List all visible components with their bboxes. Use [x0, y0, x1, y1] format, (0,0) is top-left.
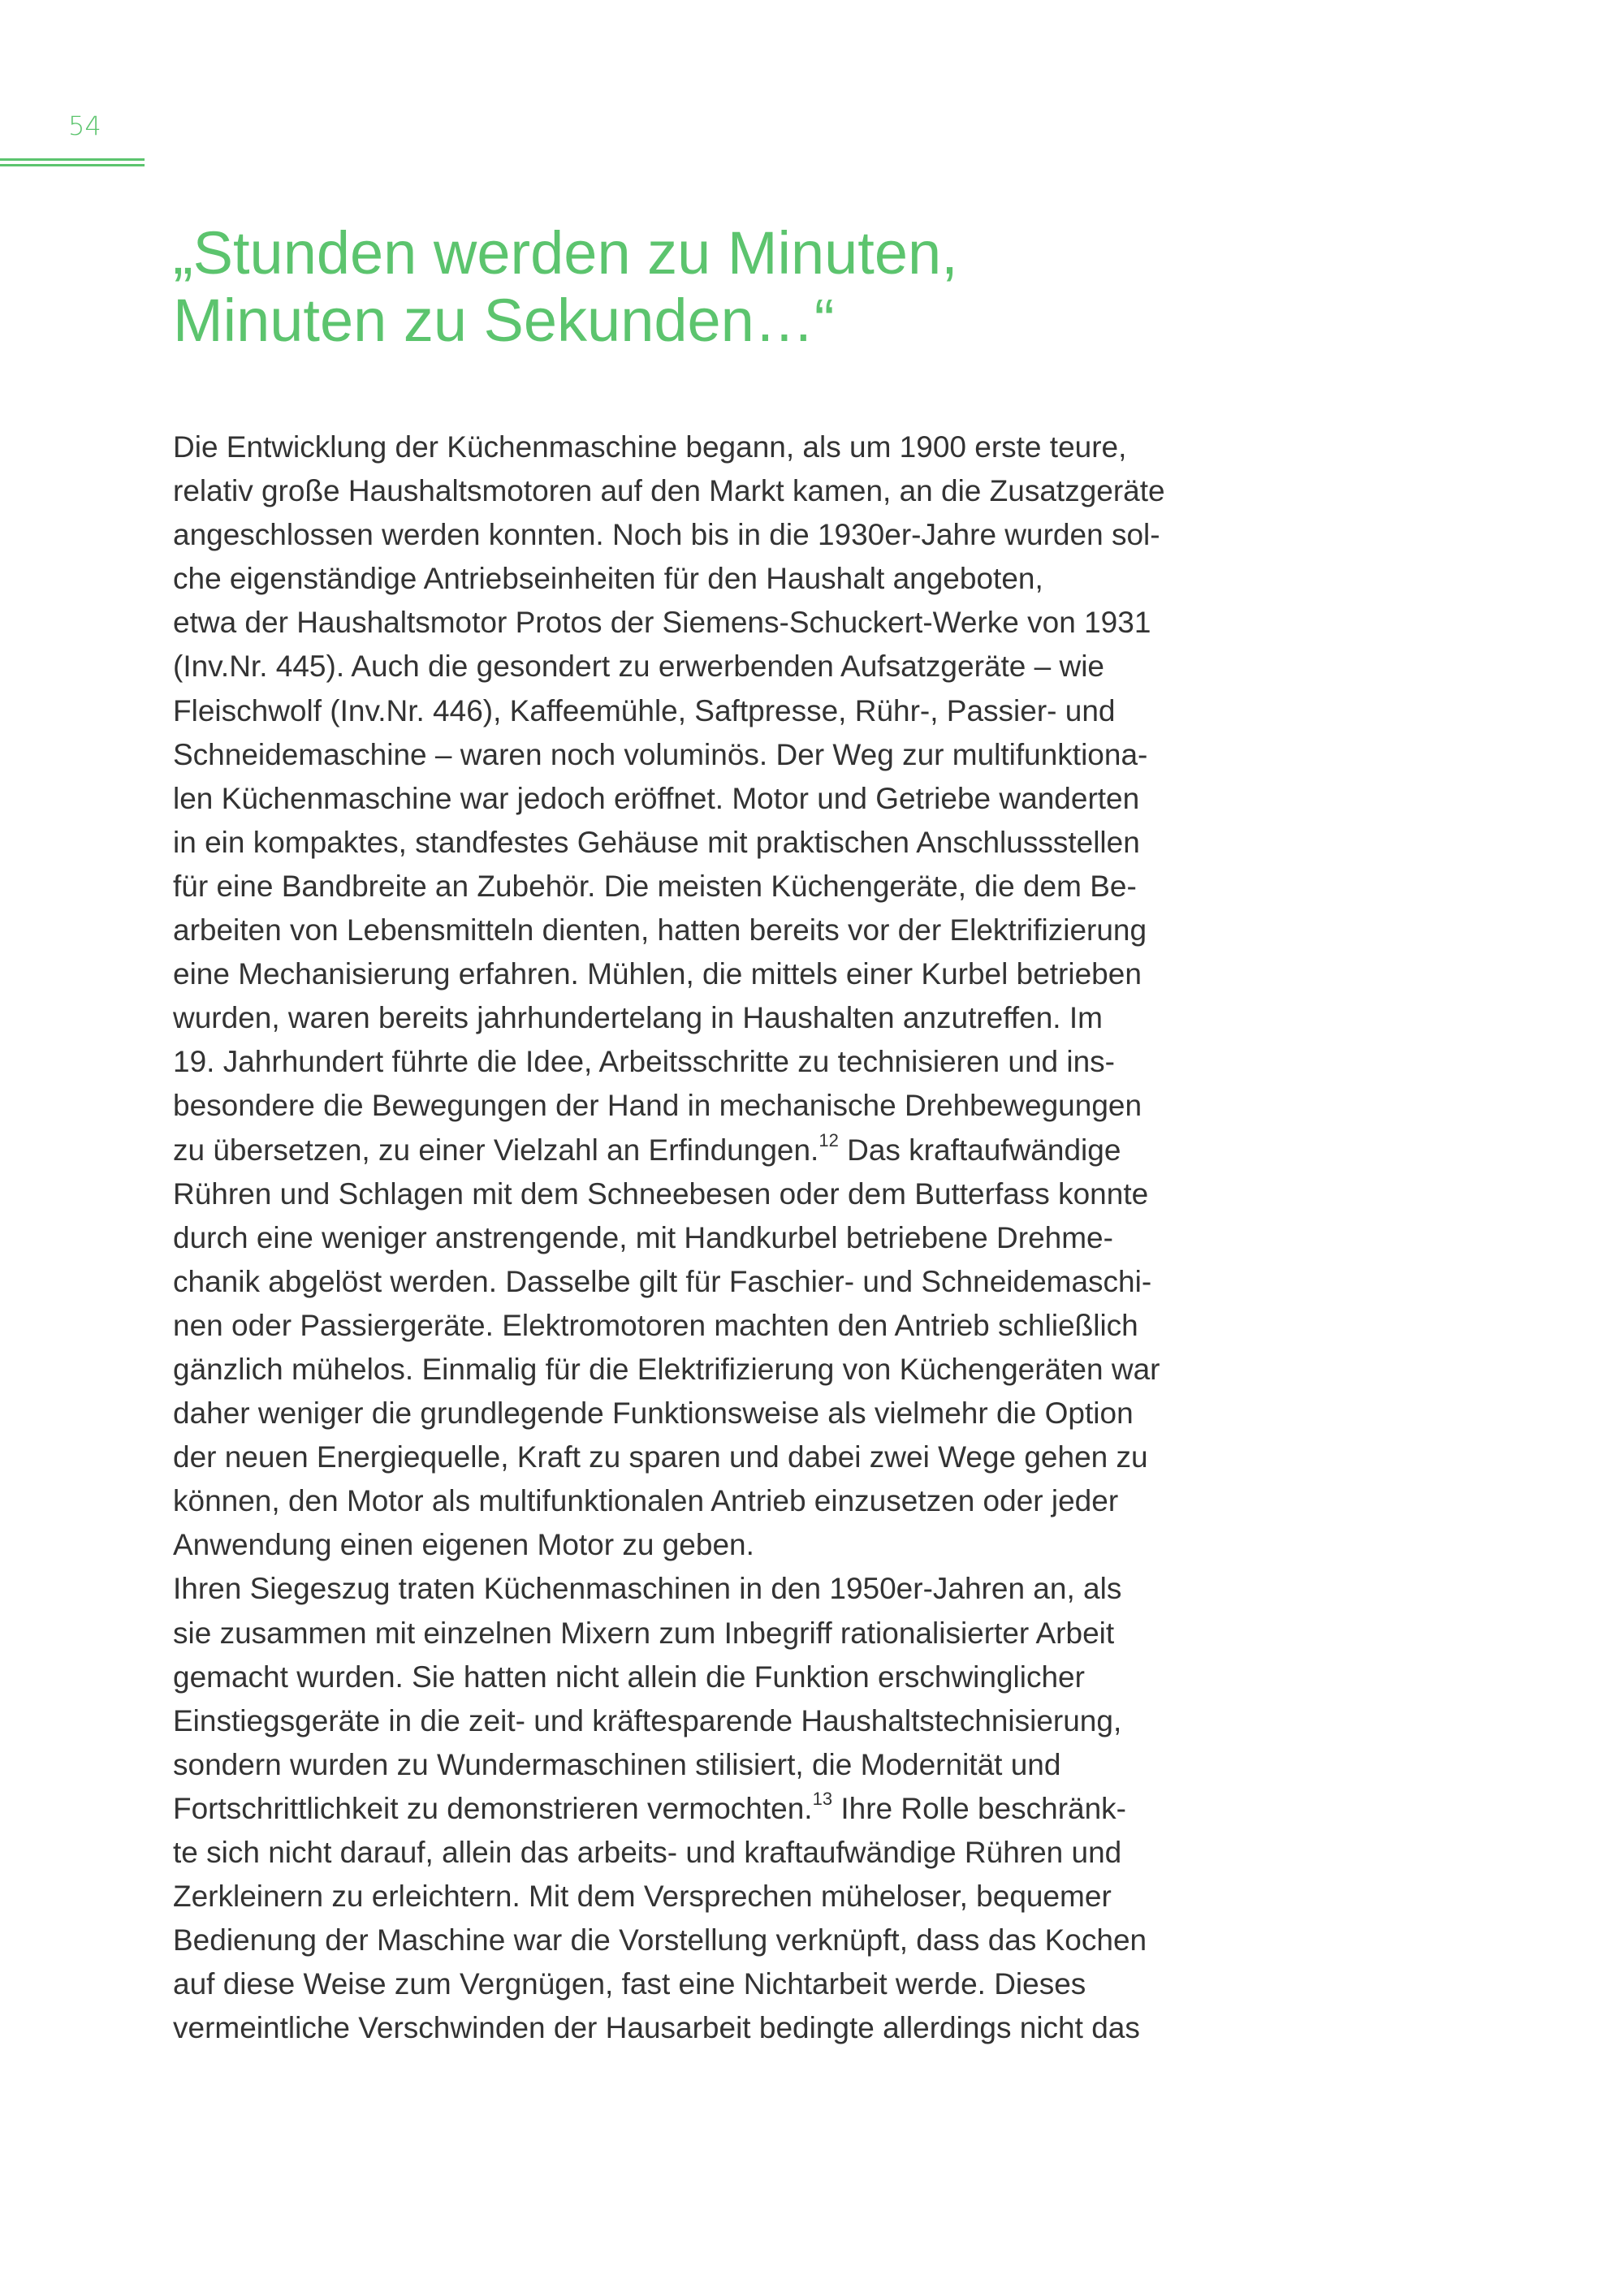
- text-line: che eigenständige Antriebseinheiten für den Haushalt angeboten,: [173, 562, 1043, 596]
- text-line: der neuen Energiequelle, Kraft zu sparen und dabei zwei Wege gehen zu: [173, 1440, 1148, 1474]
- text-line: len Küchenmaschine war jedoch eröffnet. Motor und Getriebe wanderten: [173, 781, 1140, 815]
- text-line: Ihren Siegeszug traten Küchenmaschinen in den 1950er-Jahren an, als: [173, 1572, 1122, 1606]
- header-rule: [0, 164, 145, 166]
- text-line: Fleischwolf (Inv.Nr. 446), Kaffeemühle, Saftpresse, Rühr-, Passier- und: [173, 693, 1116, 727]
- footnote-marker: 12: [818, 1129, 839, 1150]
- text-line: Die Entwicklung der Küchenmaschine begann, als um 1900 erste teure,: [173, 430, 1127, 464]
- text-line: relativ große Haushaltsmotoren auf den Markt kamen, an die Zusatzgeräte: [173, 474, 1165, 508]
- text-line: Rühren und Schlagen mit dem Schneebesen oder dem Butterfass konnte: [173, 1176, 1149, 1211]
- text-line: Anwendung einen eigenen Motor zu geben.: [173, 1528, 754, 1562]
- text-line: (Inv.Nr. 445). Auch die gesondert zu erwerbenden Aufsatzgeräte – wie: [173, 650, 1104, 684]
- header-rule: [0, 158, 145, 161]
- text-line: eine Mechanisierung erfahren. Mühlen, die mittels einer Kurbel betrieben: [173, 957, 1142, 991]
- text-line: nen oder Passiergeräte. Elektromotoren machten den Antrieb schließlich: [173, 1308, 1138, 1342]
- text-line: chanik abgelöst werden. Dasselbe gilt für Faschier- und Schneidemaschi-: [173, 1264, 1152, 1298]
- text-line: etwa der Haushaltsmotor Protos der Siemens-Schuckert-Werke von 1931: [173, 606, 1151, 640]
- page-number: 54: [68, 110, 102, 141]
- text-line: können, den Motor als multifunktionalen Antrieb einzusetzen oder jeder: [173, 1484, 1119, 1518]
- text-line: Fortschrittlichkeit zu demonstrieren vermochten.$^{13}$ Ihre Rolle beschränk-: [173, 1788, 1127, 1825]
- text-line: gänzlich mühelos. Einmalig für die Elektrifizierung von Küchengeräten war: [173, 1352, 1160, 1386]
- text-line: sondern wurden zu Wundermaschinen stilisiert, die Modernität und: [173, 1747, 1061, 1781]
- text-line: besondere die Bewegungen der Hand in mechanische Drehbewegungen: [173, 1089, 1142, 1123]
- title-line: „Stunden werden zu Minuten,: [173, 219, 958, 287]
- text-line: angeschlossen werden konnten. Noch bis in die 1930er-Jahre wurden sol-: [173, 518, 1160, 552]
- text-line: sie zusammen mit einzelnen Mixern zum Inbegriff rationalisierter Arbeit: [173, 1616, 1115, 1650]
- text-line: arbeiten von Lebensmitteln dienten, hatten bereits vor der Elektrifizierung: [173, 913, 1147, 947]
- title-line: Minuten zu Sekunden…“: [173, 287, 835, 354]
- text-line: daher weniger die grundlegende Funktionsweise als vielmehr die Option: [173, 1396, 1134, 1431]
- text-line: auf diese Weise zum Vergnügen, fast eine Nichtarbeit werde. Dieses: [173, 1967, 1086, 2001]
- body-text: [173, 425, 1165, 2050]
- text-line: wurden, waren bereits jahrhundertelang in Haushalten anzutreffen. Im: [173, 1001, 1103, 1035]
- text-line: 19. Jahrhundert führte die Idee, Arbeitsschritte zu technisieren und ins-: [173, 1045, 1116, 1079]
- text-line: Einstiegsgeräte in die zeit- und kräftesparende Haushaltstechnisierung,: [173, 1703, 1122, 1737]
- footnote-marker: 13: [812, 1788, 833, 1809]
- text-line: Schneidemaschine – waren noch voluminös. Der Weg zur multifunktiona-: [173, 737, 1148, 771]
- text-line: zu übersetzen, zu einer Vielzahl an Erfindungen.$^{12}$ Das kraftaufwändige: [173, 1129, 1121, 1167]
- chapter-title: [173, 219, 958, 354]
- text-line: in ein kompaktes, standfestes Gehäuse mit praktischen Anschlussstellen: [173, 825, 1140, 859]
- text-line: gemacht wurden. Sie hatten nicht allein die Funktion erschwinglicher: [173, 1660, 1085, 1694]
- text-line: Bedienung der Maschine war die Vorstellung verknüpft, dass das Kochen: [173, 1923, 1147, 1957]
- text-line: vermeintliche Verschwinden der Hausarbeit bedingte allerdings nicht das: [173, 2011, 1140, 2045]
- text-line: Zerkleinern zu erleichtern. Mit dem Versprechen müheloser, bequemer: [173, 1880, 1112, 1914]
- text-line: te sich nicht darauf, allein das arbeits- und kraftaufwändige Rühren und: [173, 1836, 1122, 1869]
- text-line: für eine Bandbreite an Zubehör. Die meisten Küchengeräte, die dem Be-: [173, 869, 1137, 903]
- text-line: durch eine weniger anstrengende, mit Handkurbel betriebene Drehme-: [173, 1220, 1113, 1254]
